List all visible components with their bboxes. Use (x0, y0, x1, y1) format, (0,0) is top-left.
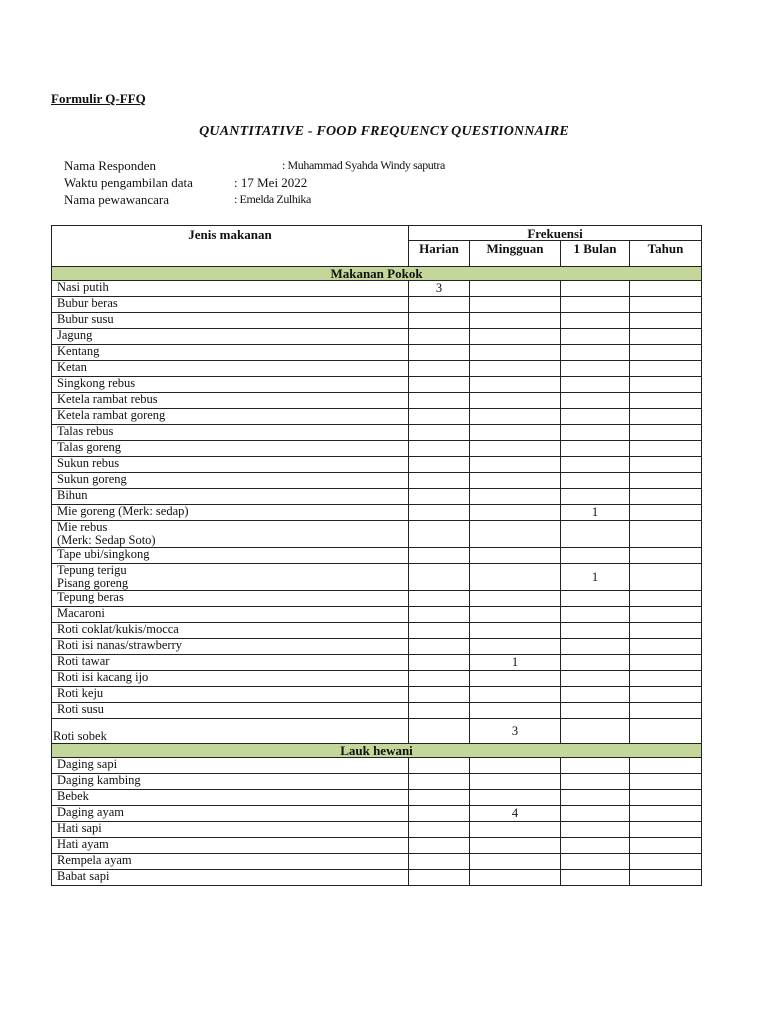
frequency-cell-weekly[interactable] (470, 297, 561, 313)
frequency-cell-monthly[interactable] (561, 870, 630, 886)
frequency-cell-daily[interactable] (409, 345, 470, 361)
food-name (52, 297, 409, 313)
frequency-cell-daily[interactable] (409, 425, 470, 441)
food-name (52, 838, 409, 854)
frequency-cell-yearly[interactable] (630, 441, 702, 457)
frequency-cell-weekly[interactable] (470, 623, 561, 639)
frequency-cell-daily[interactable] (409, 548, 470, 564)
food-name (52, 758, 409, 774)
frequency-cell-weekly[interactable] (470, 639, 561, 655)
frequency-cell-daily[interactable] (409, 607, 470, 623)
food-name (52, 854, 409, 870)
food-name (52, 591, 409, 607)
table-row (52, 473, 702, 489)
table-row (52, 377, 702, 393)
frequency-cell-yearly[interactable] (630, 790, 702, 806)
frequency-cell-weekly[interactable] (470, 758, 561, 774)
frequency-cell-yearly[interactable] (630, 564, 702, 591)
table-row (52, 441, 702, 457)
frequency-cell-weekly[interactable] (470, 377, 561, 393)
food-label: Tepung beras (57, 590, 124, 604)
frequency-cell-weekly[interactable] (470, 854, 561, 870)
food-name (52, 281, 409, 297)
frequency-cell-weekly[interactable] (470, 703, 561, 719)
frequency-cell-daily[interactable] (409, 361, 470, 377)
header-yearly: Tahun (630, 241, 702, 267)
food-name (52, 489, 409, 505)
frequency-cell-monthly[interactable] (561, 441, 630, 457)
food-name (52, 703, 409, 719)
frequency-cell-daily[interactable] (409, 377, 470, 393)
table-row (52, 623, 702, 639)
table-row (52, 345, 702, 361)
frequency-cell-yearly[interactable] (630, 329, 702, 345)
frequency-cell-weekly[interactable] (470, 441, 561, 457)
frequency-cell-weekly[interactable] (470, 505, 561, 521)
table-row (52, 655, 702, 671)
food-label: Sukun goreng (57, 472, 127, 486)
frequency-cell-yearly[interactable] (630, 457, 702, 473)
frequency-cell-yearly[interactable] (630, 521, 702, 548)
frequency-cell-yearly[interactable] (630, 655, 702, 671)
frequency-cell-monthly[interactable] (561, 806, 630, 822)
table-row (52, 790, 702, 806)
food-name (52, 687, 409, 703)
frequency-cell-monthly[interactable] (561, 854, 630, 870)
frequency-cell-monthly[interactable] (561, 607, 630, 623)
frequency-cell-weekly[interactable] (470, 838, 561, 854)
table-row (52, 687, 702, 703)
frequency-cell-daily[interactable] (409, 838, 470, 854)
section-title: Lauk hewani (52, 744, 702, 758)
food-name (52, 719, 409, 744)
frequency-cell-yearly[interactable] (630, 591, 702, 607)
food-label: Daging ayam (57, 805, 124, 819)
food-label: Talas goreng (57, 440, 122, 454)
frequency-cell-weekly[interactable] (470, 870, 561, 886)
field-value: : Emelda Zulhika (234, 192, 311, 206)
frequency-cell-weekly[interactable] (470, 473, 561, 489)
frequency-cell-yearly[interactable] (630, 313, 702, 329)
frequency-cell-yearly[interactable] (630, 639, 702, 655)
frequency-cell-monthly[interactable] (561, 409, 630, 425)
food-label-line2: Pisang goreng (57, 576, 129, 590)
table-row (52, 774, 702, 790)
food-label: Roti sobek (53, 729, 107, 743)
header-food-type: Jenis makanan (52, 226, 409, 267)
table-row (52, 297, 702, 313)
food-label: Macaroni (57, 606, 105, 620)
food-label: Ketela rambat goreng (57, 408, 166, 422)
field-label: Nama Responden (64, 158, 157, 173)
frequency-cell-yearly[interactable] (630, 806, 702, 822)
table-row (52, 870, 702, 886)
field-label: Waktu pengambilan data (64, 175, 193, 190)
frequency-cell-yearly[interactable] (630, 774, 702, 790)
frequency-cell-monthly[interactable] (561, 345, 630, 361)
table-row (52, 409, 702, 425)
frequency-cell-daily[interactable] (409, 671, 470, 687)
field-label: Nama pewawancara (64, 192, 170, 207)
frequency-cell-weekly[interactable] (470, 687, 561, 703)
frequency-cell-monthly[interactable]: 1 (561, 505, 630, 521)
frequency-cell-weekly[interactable] (470, 425, 561, 441)
food-name (52, 521, 409, 548)
frequency-cell-yearly[interactable] (630, 409, 702, 425)
frequency-cell-yearly[interactable] (630, 473, 702, 489)
food-label: Singkong rebus (57, 376, 136, 390)
food-label: Kentang (57, 344, 100, 358)
food-name (52, 361, 409, 377)
frequency-cell-weekly[interactable] (470, 409, 561, 425)
frequency-cell-daily[interactable] (409, 790, 470, 806)
frequency-cell-daily[interactable] (409, 489, 470, 505)
food-name (52, 671, 409, 687)
section-header (52, 267, 702, 281)
frequency-cell-monthly[interactable] (561, 521, 630, 548)
frequency-cell-daily[interactable] (409, 409, 470, 425)
food-label: Daging kambing (57, 773, 141, 787)
frequency-cell-weekly[interactable] (470, 281, 561, 297)
frequency-cell-yearly[interactable] (630, 377, 702, 393)
frequency-cell-yearly[interactable] (630, 548, 702, 564)
table-row (52, 822, 702, 838)
frequency-cell-yearly[interactable] (630, 687, 702, 703)
table-row (52, 703, 702, 719)
frequency-cell-weekly[interactable] (470, 329, 561, 345)
frequency-cell-monthly[interactable] (561, 489, 630, 505)
food-name (52, 870, 409, 886)
food-name (52, 393, 409, 409)
food-label: Roti isi kacang ijo (57, 670, 149, 684)
frequency-cell-yearly[interactable] (630, 607, 702, 623)
frequency-cell-monthly[interactable] (561, 591, 630, 607)
frequency-cell-monthly[interactable] (561, 623, 630, 639)
food-label: Hati sapi (57, 821, 102, 835)
food-label: Roti susu (57, 702, 104, 716)
frequency-cell-daily[interactable] (409, 564, 470, 591)
frequency-cell-monthly[interactable] (561, 838, 630, 854)
frequency-cell-daily[interactable] (409, 758, 470, 774)
ffq-table (51, 225, 702, 886)
frequency-cell-yearly[interactable] (630, 870, 702, 886)
frequency-cell-weekly[interactable] (470, 822, 561, 838)
food-name (52, 822, 409, 838)
table-row (52, 758, 702, 774)
food-label: Roti coklat/kukis/mocca (57, 622, 179, 636)
food-label: Talas rebus (57, 424, 114, 438)
frequency-cell-yearly[interactable] (630, 822, 702, 838)
table-row (52, 457, 702, 473)
frequency-cell-weekly[interactable] (470, 591, 561, 607)
frequency-cell-yearly[interactable] (630, 703, 702, 719)
table-row (52, 639, 702, 655)
food-name (52, 607, 409, 623)
frequency-cell-monthly[interactable] (561, 297, 630, 313)
header-frequency: Frekuensi (409, 226, 702, 241)
frequency-cell-monthly[interactable] (561, 313, 630, 329)
frequency-cell-daily[interactable] (409, 329, 470, 345)
frequency-cell-monthly[interactable] (561, 281, 630, 297)
frequency-cell-weekly[interactable] (470, 457, 561, 473)
food-label: Bubur beras (57, 296, 118, 310)
frequency-cell-daily[interactable] (409, 687, 470, 703)
table-row (52, 313, 702, 329)
frequency-cell-daily[interactable] (409, 870, 470, 886)
header-weekly: Mingguan (470, 241, 561, 267)
document-title: QUANTITATIVE - FOOD FREQUENCY QUESTIONNAIRE (199, 124, 569, 139)
food-label: Roti tawar (57, 654, 110, 668)
frequency-cell-yearly[interactable] (630, 489, 702, 505)
frequency-cell-weekly[interactable]: 1 (470, 655, 561, 671)
food-label: Bebek (57, 789, 89, 803)
food-label: Nasi putih (57, 280, 109, 294)
food-label: Mie goreng (Merk: sedap) (57, 504, 189, 518)
table-row (52, 281, 702, 297)
frequency-cell-weekly[interactable] (470, 313, 561, 329)
food-name (52, 655, 409, 671)
food-name (52, 564, 409, 591)
frequency-cell-monthly[interactable] (561, 687, 630, 703)
frequency-cell-weekly[interactable]: 4 (470, 806, 561, 822)
frequency-cell-monthly[interactable] (561, 822, 630, 838)
frequency-cell-daily[interactable] (409, 473, 470, 489)
frequency-cell-monthly[interactable] (561, 774, 630, 790)
frequency-cell-daily[interactable] (409, 393, 470, 409)
frequency-cell-yearly[interactable] (630, 361, 702, 377)
food-label: Ketan (57, 360, 87, 374)
table-row (52, 671, 702, 687)
frequency-cell-monthly[interactable] (561, 329, 630, 345)
food-name (52, 548, 409, 564)
frequency-cell-monthly[interactable] (561, 758, 630, 774)
frequency-cell-monthly[interactable] (561, 790, 630, 806)
table-row (52, 361, 702, 377)
frequency-cell-daily[interactable] (409, 703, 470, 719)
frequency-cell-weekly[interactable] (470, 489, 561, 505)
food-name (52, 345, 409, 361)
frequency-cell-daily[interactable] (409, 806, 470, 822)
food-name (52, 409, 409, 425)
frequency-cell-weekly[interactable] (470, 548, 561, 564)
frequency-cell-yearly[interactable] (630, 345, 702, 361)
frequency-cell-daily[interactable] (409, 457, 470, 473)
frequency-cell-weekly[interactable] (470, 774, 561, 790)
frequency-cell-yearly[interactable] (630, 758, 702, 774)
food-label: Tepung terigu (57, 563, 127, 577)
table-row (52, 548, 702, 564)
food-label: Bubur susu (57, 312, 114, 326)
frequency-cell-monthly[interactable] (561, 393, 630, 409)
table-row (52, 505, 702, 521)
frequency-cell-yearly[interactable] (630, 425, 702, 441)
frequency-cell-yearly[interactable] (630, 854, 702, 870)
section-title: Makanan Pokok (52, 267, 702, 281)
table-row (52, 393, 702, 409)
food-name (52, 774, 409, 790)
frequency-cell-daily[interactable] (409, 591, 470, 607)
frequency-cell-daily[interactable] (409, 441, 470, 457)
food-label: Bihun (57, 488, 88, 502)
frequency-cell-yearly[interactable] (630, 505, 702, 521)
frequency-cell-monthly[interactable] (561, 361, 630, 377)
food-label-line2: (Merk: Sedap Soto) (57, 533, 156, 547)
frequency-cell-yearly[interactable] (630, 719, 702, 744)
frequency-cell-daily[interactable] (409, 313, 470, 329)
frequency-cell-yearly[interactable] (630, 671, 702, 687)
table-row (52, 564, 702, 591)
table-row (52, 719, 702, 744)
frequency-cell-daily[interactable] (409, 521, 470, 548)
frequency-cell-weekly[interactable] (470, 521, 561, 548)
frequency-cell-daily[interactable] (409, 822, 470, 838)
frequency-cell-daily[interactable] (409, 719, 470, 744)
frequency-cell-weekly[interactable] (470, 361, 561, 377)
table-row (52, 489, 702, 505)
food-name (52, 473, 409, 489)
food-name (52, 623, 409, 639)
food-name (52, 505, 409, 521)
frequency-cell-monthly[interactable] (561, 655, 630, 671)
frequency-cell-daily[interactable] (409, 639, 470, 655)
food-label: Mie rebus (57, 520, 108, 534)
table-row (52, 425, 702, 441)
frequency-cell-weekly[interactable] (470, 790, 561, 806)
frequency-cell-monthly[interactable] (561, 425, 630, 441)
food-name (52, 425, 409, 441)
food-name (52, 377, 409, 393)
header-monthly: 1 Bulan (561, 241, 630, 267)
food-label: Jagung (57, 328, 93, 342)
food-name (52, 441, 409, 457)
form-code: Formulir Q-FFQ (51, 91, 146, 106)
food-label: Tape ubi/singkong (57, 547, 150, 561)
food-name (52, 329, 409, 345)
section-header (52, 744, 702, 758)
food-label: Babat sapi (57, 869, 110, 883)
frequency-cell-yearly[interactable] (630, 281, 702, 297)
food-name (52, 806, 409, 822)
table-row (52, 329, 702, 345)
table-row (52, 854, 702, 870)
table-row (52, 591, 702, 607)
field-value: : Muhammad Syahda Windy saputra (282, 158, 445, 172)
frequency-cell-daily[interactable]: 3 (409, 281, 470, 297)
food-label: Roti isi nanas/strawberry (57, 638, 182, 652)
frequency-cell-weekly[interactable] (470, 607, 561, 623)
frequency-cell-monthly[interactable] (561, 719, 630, 744)
frequency-cell-monthly[interactable] (561, 703, 630, 719)
food-label: Sukun rebus (57, 456, 120, 470)
food-label: Ketela rambat rebus (57, 392, 158, 406)
food-label: Roti keju (57, 686, 104, 700)
food-label: Rempela ayam (57, 853, 132, 867)
food-name (52, 457, 409, 473)
frequency-cell-yearly[interactable] (630, 838, 702, 854)
frequency-cell-monthly[interactable] (561, 671, 630, 687)
frequency-cell-monthly[interactable]: 1 (561, 564, 630, 591)
frequency-cell-weekly[interactable] (470, 564, 561, 591)
frequency-cell-monthly[interactable] (561, 639, 630, 655)
frequency-cell-weekly[interactable] (470, 393, 561, 409)
food-label: Hati ayam (57, 837, 109, 851)
table-row (52, 838, 702, 854)
frequency-cell-monthly[interactable] (561, 548, 630, 564)
frequency-cell-daily[interactable] (409, 623, 470, 639)
frequency-cell-monthly[interactable] (561, 377, 630, 393)
food-name (52, 639, 409, 655)
header-daily: Harian (409, 241, 470, 267)
field-value: : 17 Mei 2022 (234, 175, 308, 190)
frequency-cell-yearly[interactable] (630, 623, 702, 639)
food-label: Daging sapi (57, 757, 118, 771)
food-name (52, 790, 409, 806)
frequency-cell-daily[interactable] (409, 297, 470, 313)
frequency-cell-weekly[interactable] (470, 671, 561, 687)
frequency-cell-yearly[interactable] (630, 393, 702, 409)
table-row (52, 806, 702, 822)
frequency-cell-weekly[interactable] (470, 345, 561, 361)
food-name (52, 313, 409, 329)
frequency-cell-daily[interactable] (409, 505, 470, 521)
frequency-cell-weekly[interactable]: 3 (470, 719, 561, 744)
frequency-cell-daily[interactable] (409, 655, 470, 671)
frequency-cell-daily[interactable] (409, 854, 470, 870)
frequency-cell-daily[interactable] (409, 774, 470, 790)
frequency-cell-monthly[interactable] (561, 473, 630, 489)
frequency-cell-yearly[interactable] (630, 297, 702, 313)
table-row (52, 521, 702, 548)
frequency-cell-monthly[interactable] (561, 457, 630, 473)
table-row (52, 607, 702, 623)
